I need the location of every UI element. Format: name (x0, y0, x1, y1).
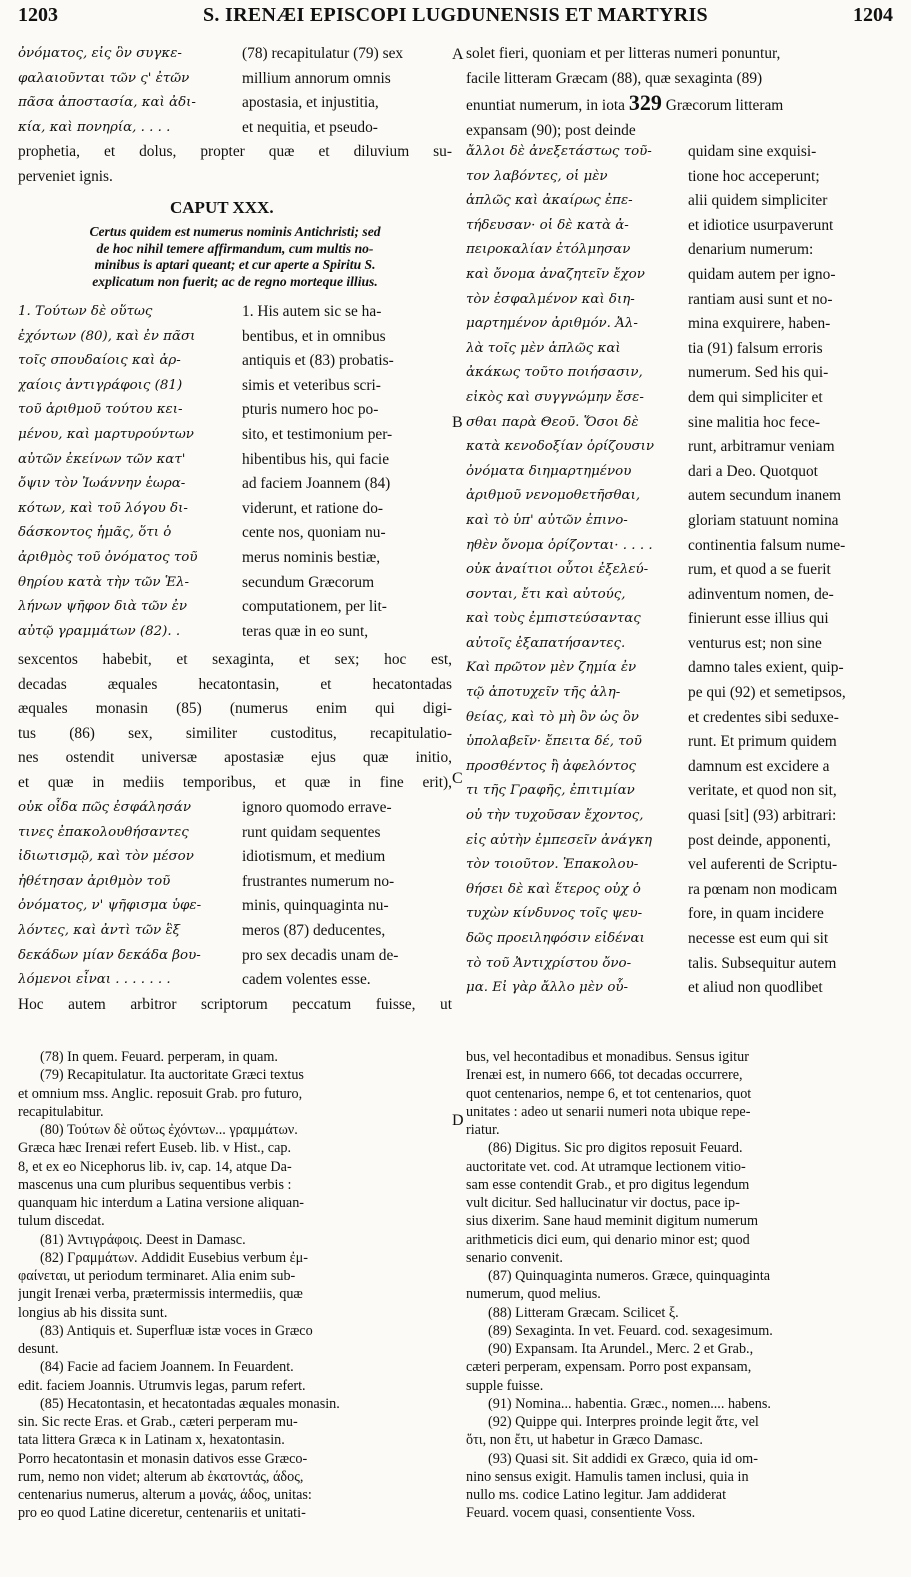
text-line: λήνων ψῆφον διὰ τῶν ἐν (18, 599, 187, 615)
footnote-line: (80) Τούτων δὲ οὕτως ἐχόντων... γραμμάτων. (40, 1122, 298, 1138)
text-line: decadas æquales hecatontasin, et hecatontadas (18, 675, 452, 693)
text-line: μαρτημένον ἀριθμόν. Ἀλ- (466, 316, 638, 332)
footnote-line: (90) Expansam. Ita Arundel., Merc. 2 et Grab., (488, 1341, 754, 1357)
text-line: σονται, ἔτι καὶ αὐτούς, (466, 586, 626, 602)
text-line: ὀνόματα διημαρτημένου (466, 463, 632, 479)
text-line: ἰδιωτισμῷ, καὶ τὸν μέσον (18, 849, 194, 865)
text-line: et quæ in mediis temporibus, et quæ in fine erit), (18, 773, 452, 791)
text-line: pro sex decadis unam de- (242, 946, 399, 964)
text-line: pe qui (92) et semetipsos, (688, 684, 846, 702)
footnote-line: mascenus una cum pluribus sequentibus verbis : (18, 1176, 292, 1193)
text-line: rum, et quod a se fuerit (688, 561, 831, 579)
text-line: οὐκ ἀναίτιοι οὗτοι ἐξελεύ- (466, 562, 649, 578)
text-line: computationem, per lit- (242, 598, 387, 616)
text-line: damnum est excidere a (688, 757, 830, 775)
text-line: (78) recapitulatur (79) sex (242, 45, 404, 62)
text-line: tus (86) sex, similiter custoditus, recapitulatio- (18, 724, 452, 742)
text-fragment: Græcorum litteram (665, 97, 784, 115)
summary-line: de hoc nihil temere affirmandum, cum multis no- (96, 240, 374, 256)
text-line: τοῦ ἀριθμοῦ τούτου κει- (18, 402, 183, 418)
text-line: apostasia, et injustitia, (242, 94, 379, 112)
text-line: λόμενοι εἶναι . . . . . . . (18, 972, 171, 988)
text-line: Καὶ πρῶτον μὲν ζημία ἐν (466, 660, 637, 676)
text-line: damno tales exient, quip- (688, 659, 844, 677)
text-line: dem qui simpliciter et (688, 388, 823, 406)
text-line: τῷ ἀποτυχεῖν τῆς ἀλη- (466, 685, 621, 701)
text-line: πειροκαλίαν ἐτόλμησαν (466, 242, 631, 258)
footnote-line: numerum, quod melius. (466, 1286, 601, 1303)
column-number-marker: 329 (628, 91, 662, 116)
text-line: τι τῆς Γραφῆς, ἐπιτιμίαν (466, 783, 635, 799)
footnote-line: tulum discedat. (18, 1213, 105, 1230)
footnote-line: supple fuisse. (466, 1377, 544, 1394)
left-top-latin (242, 42, 452, 140)
footnote-line: tata littera Græca κ in Latinam x, hexatontasin. (18, 1432, 285, 1449)
footnote-line: (79) Recapitulatur. Ita auctoritate Græci textus (40, 1067, 304, 1084)
footnote-line: vult dicitur. Sed hallucinatur vir doctus, pace ip- (466, 1195, 740, 1211)
text-line: 1. His autem sic se ha- (242, 303, 382, 320)
text-line: numerum. Sed his qui- (688, 364, 829, 382)
chapter-summary (18, 224, 452, 290)
text-line: δεκάδων μίαν δεκάδα βου- (18, 947, 201, 963)
text-line: quidam sine exquisi- (688, 143, 817, 160)
text-line: quidam autem per igno- (688, 265, 836, 283)
footnote-line: (91) Nomina... habentia. Græc., nomen.... habens. (488, 1395, 771, 1412)
text-line: meros (87) deducentes, (242, 921, 386, 939)
text-line: solet fieri, quoniam et per litteras numeri ponuntur, (466, 45, 781, 62)
text-line: πᾶσα ἀποστασία, καὶ ἀδι- (18, 95, 196, 111)
text-line: ὑπολαβεῖν· ἔπειτα δέ, τοῦ (466, 734, 642, 750)
footnote-line: nullo ms. codice Latino legitur. Jam addiderat (466, 1487, 727, 1503)
footnote-line: (83) Antiquis et. Superfluæ istæ voces in Græco (40, 1322, 313, 1339)
left-top-greek (18, 42, 240, 140)
footnote-line: sam esse contendit Grab., et pro digitus legendum (466, 1176, 750, 1193)
footnote-line: edit. faciem Joannis. Utrumvis legas, parum refert. (18, 1377, 306, 1394)
footnote-line: (84) Facie ad faciem Joannem. In Feuardent. (40, 1359, 294, 1376)
right-main-greek (466, 140, 684, 1001)
text-line: et aliud non quodlibet (688, 979, 823, 997)
footnote-line: sius dixerim. Sane haud meminit digitum numerum (466, 1213, 758, 1230)
left-low-greek (18, 796, 240, 993)
text-line: runt quidam sequentes (242, 823, 381, 841)
text-line: μα. Εἰ γὰρ ἄλλο μὲν οὗ- (466, 980, 629, 996)
text-line: οὐκ οἶδα πῶς ἐσφάλησάν (18, 800, 191, 815)
footnote-line: (78) In quem. Feuard. perperam, in quam. (40, 1049, 278, 1065)
text-line: θείας, καὶ τὸ μὴ ὂν ὡς ὂν (466, 709, 639, 725)
text-line: runt, arbitramur veniam (688, 438, 835, 456)
text-line: continentia falsum nume- (688, 536, 846, 554)
text-line: facile litteram Græcam (88), quæ sexaginta (89) (466, 69, 763, 87)
text-line: et idiotice usurpaverunt (688, 216, 834, 234)
text-line-with-marker (466, 91, 894, 119)
text-line: τινες ἐπακολουθήσαντες (18, 824, 189, 840)
text-line: θήσει δὲ καὶ ἕτερος οὐχ ὁ (466, 881, 641, 897)
text-line: quasi [sit] (93) arbitrari: (688, 807, 837, 825)
footnote-line: (87) Quinquaginta numeros. Græce, quinquaginta (488, 1268, 771, 1284)
text-line: λόντες, καὶ ἀντὶ τῶν ἓξ (18, 922, 181, 938)
footnote-line: (86) Digitus. Sic pro digitos reposuit Feuard. (488, 1140, 743, 1157)
text-line: τυχὼν κίνδυνος τοῖς ψευ- (466, 906, 643, 922)
footnote-line: quanquam hic interdum a Latina versione aliquan- (18, 1195, 305, 1211)
footnote-line: cæteri perperam, expensam. Porro post expansam, (466, 1359, 752, 1376)
text-line: δῶς προειληφόσιν εἰδέναι (466, 931, 645, 946)
footnote-line: Irenæi est, in numero 666, tot decadas occurrere, (466, 1067, 743, 1084)
footnote-line: bus, vel hecontadibus et monadibus. Sensus igitur (466, 1049, 749, 1065)
text-line: καὶ τὸ ὑπ' αὐτῶν ἐπινο- (466, 512, 628, 528)
margin-letter-c: C (452, 770, 463, 787)
text-line: tione hoc acceperunt; (688, 167, 820, 185)
text-line: talis. Subsequitur autem (688, 954, 837, 972)
text-line: fore, in quam incidere (688, 905, 824, 923)
text-line: σθαι παρὰ Θεοῦ. Ὅσοι δὲ (466, 414, 639, 430)
text-line: λὰ τοῖς μὲν ἁπλῶς καὶ (466, 340, 621, 356)
text-line: κία, καὶ πονηρία, . . . . (18, 119, 171, 135)
footnote-line: nino sensus exigit. Hamulis tamen inclusi, quia in (466, 1468, 749, 1485)
text-line: runt. Et primum quidem (688, 733, 837, 751)
text-line: hibentibus his, qui facie (242, 450, 390, 468)
right-top (466, 42, 894, 143)
footnote-line: rum, nemo non videt; alterum ab ἑκατοντάς, άδος, (18, 1468, 304, 1485)
footnote-line: desunt. (18, 1341, 59, 1357)
summary-line: explicatum non fuerit; ac de regno morteque illius. (92, 273, 378, 289)
text-line: teras quæ in eo sunt, (242, 622, 369, 640)
text-line: ἠθέτησαν ἀριθμὸν τοῦ (18, 873, 171, 889)
footnote-line: recapitulabitur. (18, 1103, 104, 1120)
footnote-line: Græca hæc Irenæi refert Euseb. lib. v Hist., cap. (18, 1140, 292, 1157)
text-line: millium annorum omnis (242, 69, 391, 87)
text-line: κατὰ κενοδοξίαν ὁρίζουσιν (466, 439, 655, 455)
footnote-line: riatur. (466, 1122, 500, 1138)
text-line: αὐτοῖς ἐξαπατήσαντες. (466, 635, 626, 651)
footnote-line: (81) Ἀντιγράφοις. Deest in Damasc. (40, 1231, 246, 1248)
footnote-line: 8, et ex eo Nicephorus lib. iv, cap. 14, atque Da- (18, 1158, 292, 1175)
text-line: φαλαιοῦνται τῶν ς' ἐτῶν (18, 70, 190, 86)
text-line: τὸν τοιοῦτον. Ἐπακολου- (466, 857, 639, 873)
text-line: ἀριθμοῦ νενομοθετῆσθαι, (466, 488, 641, 504)
text-line: sine malitia hoc fece- (688, 413, 821, 431)
text-line: alii quidem simpliciter (688, 192, 828, 210)
text-line: veritate, et quod non sit, (688, 782, 837, 800)
text-line: αὐτῷ γραμμάτων (82). . (18, 623, 181, 639)
text-line: ὀνόματος, ν' ψῆφισμα ὑφε- (18, 898, 202, 914)
text-line: cente nos, quoniam nu- (242, 524, 386, 542)
footnote-line: longius ab his dissita sunt. (18, 1304, 168, 1321)
text-line: ὀνόματος, εἰς ὃν συγκε- (18, 46, 182, 61)
footnote-line: (92) Quippe qui. Interpres proinde legit ἅτε, vel (488, 1414, 759, 1430)
text-line: προσθέντος ἢ ἀφελόντος (466, 758, 637, 774)
footnote-line: (85) Hecatontasin, et hecatontadas æquales monasin. (40, 1395, 340, 1412)
footnote-line: senario convenit. (466, 1249, 563, 1266)
footnote-line: ὅτι, non ἔτι, ut habetur in Græco Damasc. (466, 1432, 703, 1449)
footnote-line: et omnium mss. Anglic. reposuit Grab. pro futuro, (18, 1085, 303, 1102)
text-line: τον λαβόντες, οἱ μὲν (466, 168, 608, 184)
text-line: et nequitia, et pseudo- (242, 118, 378, 136)
text-line: εἰκὸς καὶ συγγνώμην ἔσε- (466, 389, 644, 405)
footnotes-right (466, 1048, 894, 1523)
text-line: secundum Græcorum (242, 573, 375, 591)
text-line: frustrantes numerum no- (242, 872, 395, 890)
text-line: simis et veteribus scri- (242, 376, 381, 394)
margin-letter-b: B (452, 414, 463, 431)
text-line: perveniet ignis. (18, 167, 113, 185)
text-line: ignoro quomodo errave- (242, 799, 392, 816)
running-header (18, 4, 893, 32)
left-low-full (18, 993, 452, 1018)
left-mid-greek (18, 300, 240, 644)
footnote-line: auctoritate vet. cod. At utramque lectionem vitio- (466, 1158, 746, 1175)
text-line: expansam (90); post deinde (466, 121, 636, 139)
footnote-line: Porro hecatontasin et monasin dativos esse Græco- (18, 1450, 308, 1467)
text-fragment: enuntiat numerum, in iota (466, 97, 626, 115)
text-line: δάσκοντος ἡμᾶς, ὅτι ὁ (18, 525, 172, 541)
text-line: denarium numerum: (688, 241, 814, 259)
left-mid-latin (242, 300, 452, 644)
text-line: ὄψιν τὸν Ἰωάννην ἑωρα- (18, 476, 186, 492)
text-line: post deinde, apponenti, (688, 831, 831, 849)
chapter-heading: CAPUT XXX. (170, 198, 274, 217)
margin-letter-a: A (452, 46, 464, 63)
text-line: χαίοις ἀντιγράφοις (81) (18, 377, 183, 393)
text-line: autem secundum inanem (688, 487, 842, 505)
text-line: ἁπλῶς καὶ ἀκαίρως ἐπε- (466, 193, 633, 209)
text-line: 1. Τούτων δὲ οὕτως (18, 304, 153, 319)
text-line: καὶ τοὺς ἐμπιστεύσαντας (466, 611, 641, 627)
page-number-left: 1203 (18, 4, 58, 26)
text-line: τήδευσαν· οἱ δὲ κατὰ ἀ- (466, 217, 629, 233)
text-line: bentibus, et in omnibus (242, 327, 386, 345)
text-line: nes ostendit universæ apostasiæ ejus quæ initio, (18, 749, 452, 767)
text-line: antiquis et (83) probatis- (242, 352, 394, 370)
footnote-line: jungit Irenæi verba, prætermissis intermediis, quæ (18, 1286, 303, 1303)
text-line: merus nominis bestiæ, (242, 548, 381, 566)
footnote-line: unitates : adeo ut senarii numeri nota ubique repe- (466, 1103, 751, 1120)
left-mid-full (18, 648, 452, 796)
text-line: θηρίου κατὰ τὴν τῶν Ἑλ- (18, 574, 190, 590)
page-number-right: 1204 (853, 4, 893, 26)
footnote-line: (93) Quasi sit. Sit addidi ex Græco, quia id om- (488, 1450, 758, 1467)
text-line: κότων, καὶ τοῦ λόγου δι- (18, 500, 188, 516)
text-line: necesse est eum qui sit (688, 930, 829, 947)
footnotes-left (18, 1048, 452, 1523)
footnote-line: (82) Γραμμάτων. Addidit Eusebius verbum ἐμ- (40, 1249, 308, 1266)
text-line: sexcentos habebit, et sexaginta, et sex; hoc est, (18, 651, 452, 668)
text-line: ra pœnam non modicam (688, 880, 838, 898)
text-line: εἰς αὐτὴν ἐμπεσεῖν ἀνάγκη (466, 832, 653, 848)
text-line: tia (91) falsum erroris (688, 339, 823, 357)
text-line: καὶ ὄνομα ἀναζητεῖν ἔχον (466, 266, 645, 282)
text-line: ἄλλοι δὲ ἀνεξετάστως τοῦ- (466, 144, 652, 159)
footnote-line: (88) Litteram Græcam. Scilicet ξ. (488, 1304, 679, 1321)
left-low-latin (242, 796, 452, 993)
text-line: adinventum nomen, de- (688, 585, 834, 603)
footnote-line: centenarius numerus, alterum a μονάς, άδος, unitas: (18, 1487, 312, 1503)
right-main-latin (688, 140, 894, 1001)
text-line: æquales monasin (85) (numerus enim qui digi- (18, 700, 452, 718)
summary-line: Certus quidem est numerus nominis Antichristi; sed (89, 224, 381, 239)
text-line: pturis numero hoc po- (242, 401, 379, 419)
text-line: viderunt, et ratione do- (242, 499, 384, 517)
text-line: gloriam statuunt nomina (688, 511, 839, 529)
text-line: ἐχόντων (80), καὶ ἐν πᾶσι (18, 328, 196, 344)
text-line: ηθὲν ὄνομα ὁρίζονται· . . . . (466, 537, 653, 553)
text-line: venturus est; non sine (688, 634, 822, 652)
footnote-line: quot centenarios, nempe 6, et tot centenarios, quot (466, 1085, 752, 1102)
footnote-line: φαίνεται, ut periodum terminaret. Alia enim sub- (18, 1268, 296, 1284)
footnote-line: arithmeticis dici eum, qui denario minor est; quod (466, 1231, 750, 1248)
summary-line: minibus is aptari queant; et cur aperte a Spiritu S. (94, 257, 376, 272)
footnote-line: (89) Sexaginta. In vet. Feuard. cod. sexagesimum. (488, 1322, 773, 1339)
margin-letter-d: D (452, 1112, 464, 1129)
footnote-line: pro eo quod Latine diceretur, centenariis et unitati- (18, 1505, 306, 1522)
text-line: οὐ τὴν τυχοῦσαν ἔχοντος, (466, 808, 644, 824)
text-line: αὐτῶν ἐκείνων τῶν κατ' (18, 451, 186, 467)
text-line: idiotismum, et medium (242, 848, 386, 866)
footnote-line: sin. Sic recte Eras. et Grab., cæteri perperam mu- (18, 1414, 298, 1430)
left-top-full (18, 140, 452, 189)
footnote-line: Feuard. vocem quasi, consentiente Voss. (466, 1505, 696, 1522)
text-line: sito, et testimonium per- (242, 425, 393, 443)
text-line: ἀριθμὸς τοῦ ὀνόματος τοῦ (18, 549, 198, 565)
text-line: rantiam ausi sunt et no- (688, 290, 833, 308)
text-line: τὸ τοῦ Ἀντιχρίστου ὄνο- (466, 955, 632, 971)
running-title: S. IRENÆI EPISCOPI LUGDUNENSIS ET MARTYRIS (203, 4, 708, 26)
text-line: τὸν ἐσφαλμένον καὶ διη- (466, 291, 635, 307)
text-line: minis, quinquaginta nu- (242, 897, 389, 915)
text-line: dari a Deo. Quotquot (688, 462, 818, 480)
text-line: ἀκάκως τοῦτο ποιήσασιν, (466, 365, 643, 381)
text-line: ad faciem Joannem (84) (242, 475, 391, 493)
text-line: τοῖς σπουδαίοις καὶ ἀρ- (18, 353, 181, 369)
text-line: prophetia, et dolus, propter quæ et diluvium su- (18, 143, 452, 160)
text-line: mina exquirere, haben- (688, 315, 831, 333)
text-line: cadem volentes esse. (242, 971, 371, 989)
text-line: Hoc autem arbitror scriptorum peccatum fuisse, ut (18, 996, 452, 1013)
text-line: finierunt esse illius qui (688, 610, 829, 628)
text-line: vel auferenti de Scriptu- (688, 856, 838, 874)
text-line: μένου, καὶ μαρτυρούντων (18, 426, 194, 442)
text-line: et credentes sibi seduxe- (688, 708, 839, 726)
